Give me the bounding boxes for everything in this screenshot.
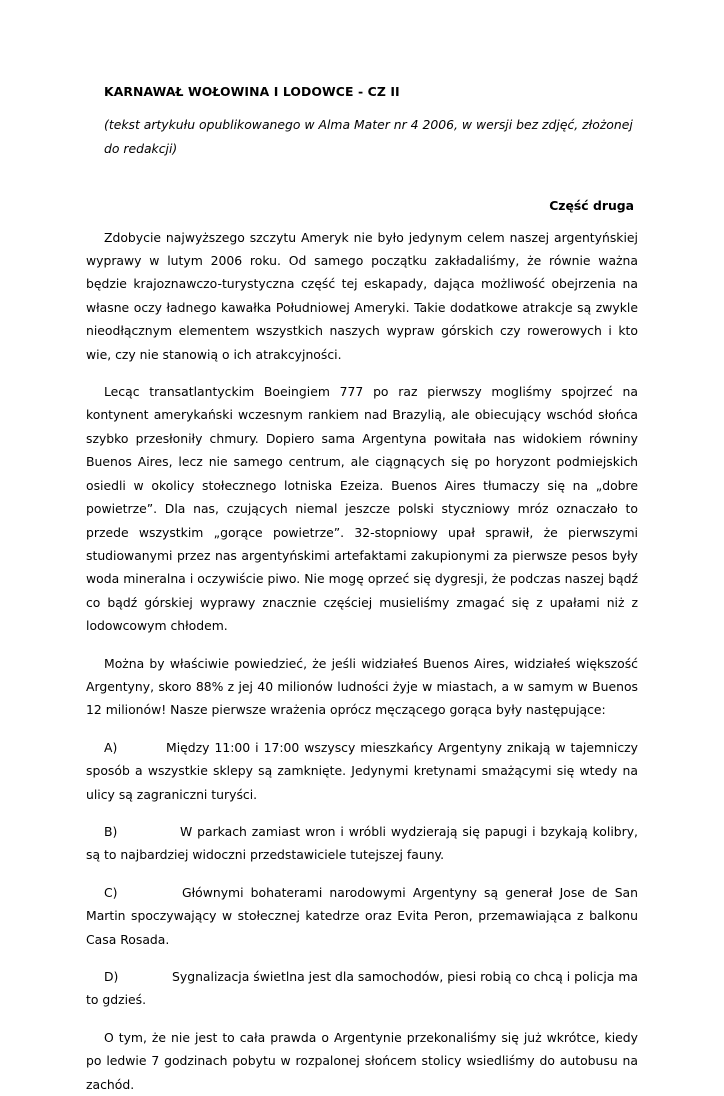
- list-item-c: [86, 881, 638, 951]
- document-title: KARNAWAŁ WOŁOWINA I LODOWCE - CZ II: [104, 84, 400, 99]
- list-letter: A): [104, 739, 118, 755]
- list-item-d: [86, 965, 638, 1012]
- paragraph-3: Można by właściwie powiedzieć, że jeśli widziałeś Buenos Aires, widziałeś większość Argentyny, skoro 88% z jej 40 milionów ludności żyje w miastach, a w samym w Buenos 12 milionów! Nasze pierwsze wrażenia oprócz męczącego gorąca były następujące:: [86, 655, 638, 718]
- list-letter: B): [104, 823, 118, 839]
- list-text: Sygnalizacja świetlna jest dla samochodów, piesi robią co chcą i policja ma to gdzieś.: [86, 969, 638, 1008]
- section-heading: Część druga: [549, 198, 634, 214]
- list-text: Między 11:00 i 17:00 wszyscy mieszkańcy Argentyny znikają w tajemniczy sposób a wszystkie sklepy są zamknięte. Jedynymi kretynami smażącymi się wtedy na ulicy są zagraniczni turyści.: [86, 739, 638, 802]
- document-page: [86, 80, 638, 1096]
- closing-paragraph: O tym, że nie jest to cała prawda o Argentynie przekonaliśmy się już wkrótce, kiedy po ledwie 7 godzinach pobytu w rozpalonej słońcem stolicy wsiedliśmy do autobusu na zachód.: [86, 1029, 638, 1092]
- document-subtitle: (tekst artykułu opublikowanego w Alma Mater nr 4 2006, w wersji bez zdjęć, złożonej do redakcji): [104, 117, 633, 156]
- paragraph-1: Zdobycie najwyższego szczytu Ameryk nie było jedynym celem naszej argentyńskiej wyprawy w lutym 2006 roku. Od samego początku zakładaliśmy, że równie ważna będzie krajoznawczo-turystyczna część tej eskapady, dająca możliwość obejrzenia na własne oczy ładnego kawałka Południowej Ameryki. Takie dodatkowe atrakcje są zwykle nieodłącznym elementem wszystkich naszych wypraw górskich czy rowerowych i kto wie, czy nie stanowią o ich atrakcyjności.: [86, 229, 638, 362]
- list-letter: C): [104, 884, 118, 900]
- list-text: Głównymi bohaterami narodowymi Argentyny są generał Jose de San Martin spoczywający w stołecznej katedrze oraz Evita Peron, przemawiająca z balkonu Casa Rosada.: [86, 884, 638, 947]
- list-letter: D): [104, 969, 119, 984]
- list-text: W parkach zamiast wron i wróbli wydzierają się papugi i bzykają kolibry, są to najbardziej widoczni przedstawiciele tutejszej fauny.: [86, 823, 638, 863]
- paragraph-2: Lecąc transatlantyckim Boeingiem 777 po raz pierwszy mogliśmy spojrzeć na kontynent amerykański wczesnym rankiem nad Brazylią, ale obiecujący wschód słońca szybko przesłoniły chmury. Dopiero sama Argentyna powitała nas widokiem równiny Buenos Aires, lecz nie samego centrum, ale ciągnących się po horyzont podmiejskich osiedli w okolicy stołecznego lotniska Ezeiza. Buenos Aires tłumaczy się na „dobre powietrze”. Dla nas, czujących niemal jeszcze polski styczniowy mróz oznaczało to przede wszystkim „gorące powietrze”. 32-stopniowy upał sprawił, że pierwszymi studiowanymi przez nas argentyńskimi artefaktami zakupionymi za pierwsze pesos były woda mineralna i oczywiście piwo. Nie mogę oprzeć się dygresji, że podczas naszej bądź co bądź górskiej wyprawy znacznie częściej musieliśmy zmagać się z upałami niż z lodowcowym chłodem.: [86, 384, 638, 634]
- list-item-b: [86, 820, 638, 867]
- list-item-a: [86, 736, 638, 806]
